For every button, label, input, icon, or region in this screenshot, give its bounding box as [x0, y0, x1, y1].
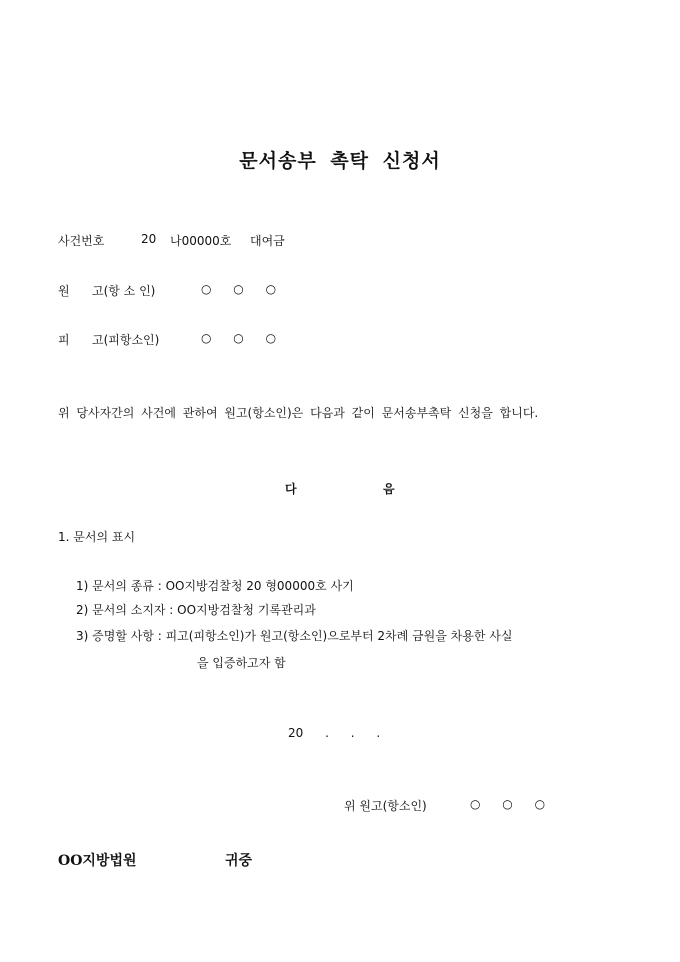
defendant-name: ○ ○ ○: [201, 331, 278, 345]
defendant-label: 고(피항소인): [92, 333, 160, 347]
next-heading-first: 다: [285, 482, 297, 496]
court-name: OO지방법원: [58, 853, 137, 869]
case-year: 20: [141, 232, 157, 246]
list-item: 3) 증명할 사항 : 피고(피항소인)가 원고(항소인)으로부터 2차례 금원을 차용한 사실: [76, 629, 513, 643]
section-title: 1. 문서의 표시: [58, 530, 136, 544]
list-item: 2) 문서의 소지자 : OO지방검찰청 기록관리과: [76, 603, 316, 617]
document-title: 문서송부 촉탁 신청서: [239, 150, 441, 172]
plaintiff-label-prefix: 원: [58, 284, 70, 298]
application-statement: 위 당사자간의 사건에 관하여 원고(항소인)은 다음과 같이 문서송부촉탁 신청을 합니다.: [58, 406, 539, 420]
next-heading-second: 음: [383, 482, 395, 496]
signature-label: 위 원고(항소인): [344, 799, 427, 813]
signature-name: ○ ○ ○: [470, 797, 547, 811]
case-number: 나00000호: [170, 234, 232, 248]
list-item-continuation: 을 입증하고자 함: [197, 656, 286, 670]
case-name: 대여금: [250, 234, 285, 248]
defendant-label-prefix: 피: [58, 333, 70, 347]
court-honorific: 귀중: [225, 853, 253, 869]
list-item: 1) 문서의 종류 : OO지방검찰청 20 형00000호 사기: [76, 579, 354, 593]
date-line: 20 . . .: [288, 726, 381, 740]
plaintiff-label: 고(항 소 인): [92, 284, 156, 298]
case-number-label: 사건번호: [58, 234, 105, 248]
plaintiff-name: ○ ○ ○: [201, 282, 278, 296]
